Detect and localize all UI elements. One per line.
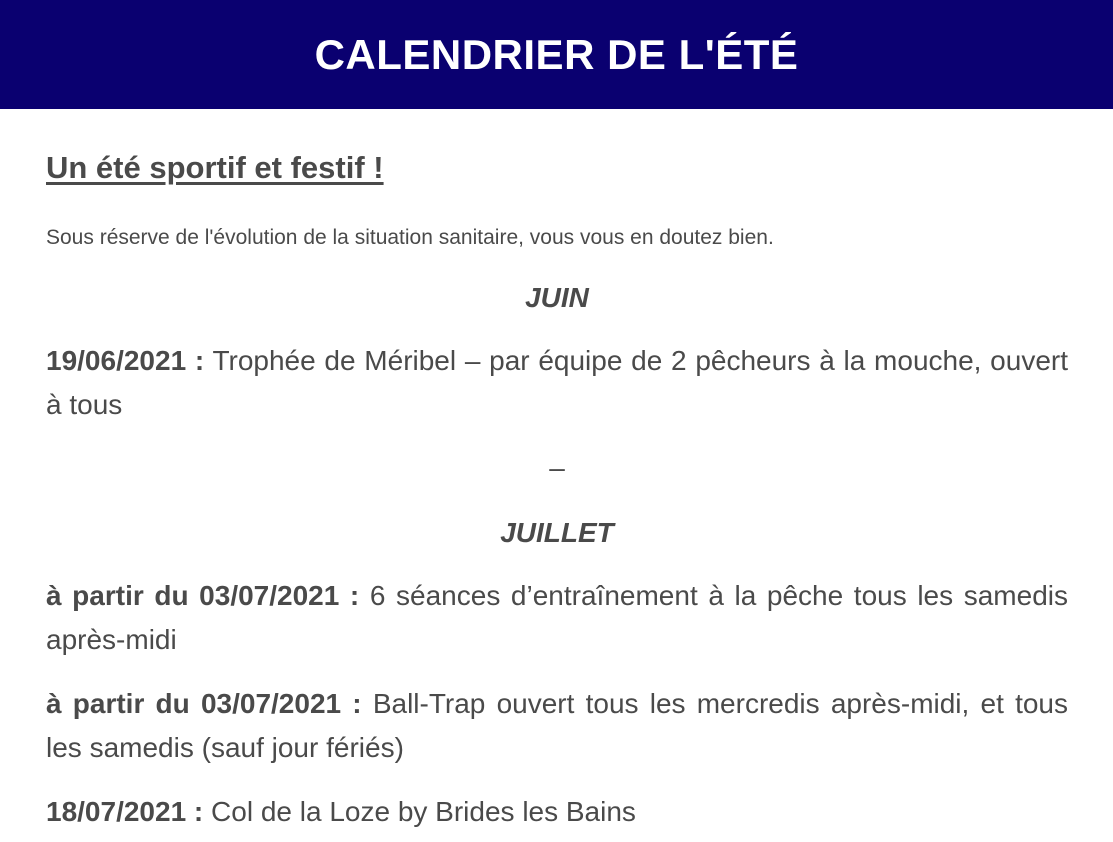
article-subtitle: Un été sportif et festif ! [46, 150, 384, 185]
event-description: Ball-Trap ouvert tous les mercredis après-midi, et tous les samedis (sauf jour fériés) [46, 688, 1068, 763]
sanitary-disclaimer: Sous réserve de l'évolution de la situation sanitaire, vous vous en doutez bien. [46, 226, 774, 249]
event-date: à partir du 03/07/2021 : [46, 580, 360, 611]
event-item [46, 339, 1068, 427]
page-title: CALENDRIER DE L'ÉTÉ [314, 30, 799, 78]
event-date: 19/06/2021 : [46, 345, 205, 376]
event-item [46, 574, 1068, 662]
event-description: 6 séances d’entraînement à la pêche tous les samedis après-midi [46, 580, 1068, 655]
article-content [0, 109, 1113, 834]
event-item [46, 790, 1068, 834]
month-heading-july: JUILLET [500, 517, 614, 548]
event-date: à partir du 03/07/2021 : [46, 688, 362, 719]
page-banner [0, 0, 1113, 109]
event-description: Trophée de Méribel – par équipe de 2 pêcheurs à la mouche, ouvert à tous [46, 345, 1069, 420]
section-separator: – [549, 452, 565, 483]
event-date: 18/07/2021 : [46, 796, 204, 827]
event-description: Col de la Loze by Brides les Bains [211, 796, 636, 827]
event-item [46, 682, 1068, 770]
month-heading-june: JUIN [525, 282, 589, 313]
